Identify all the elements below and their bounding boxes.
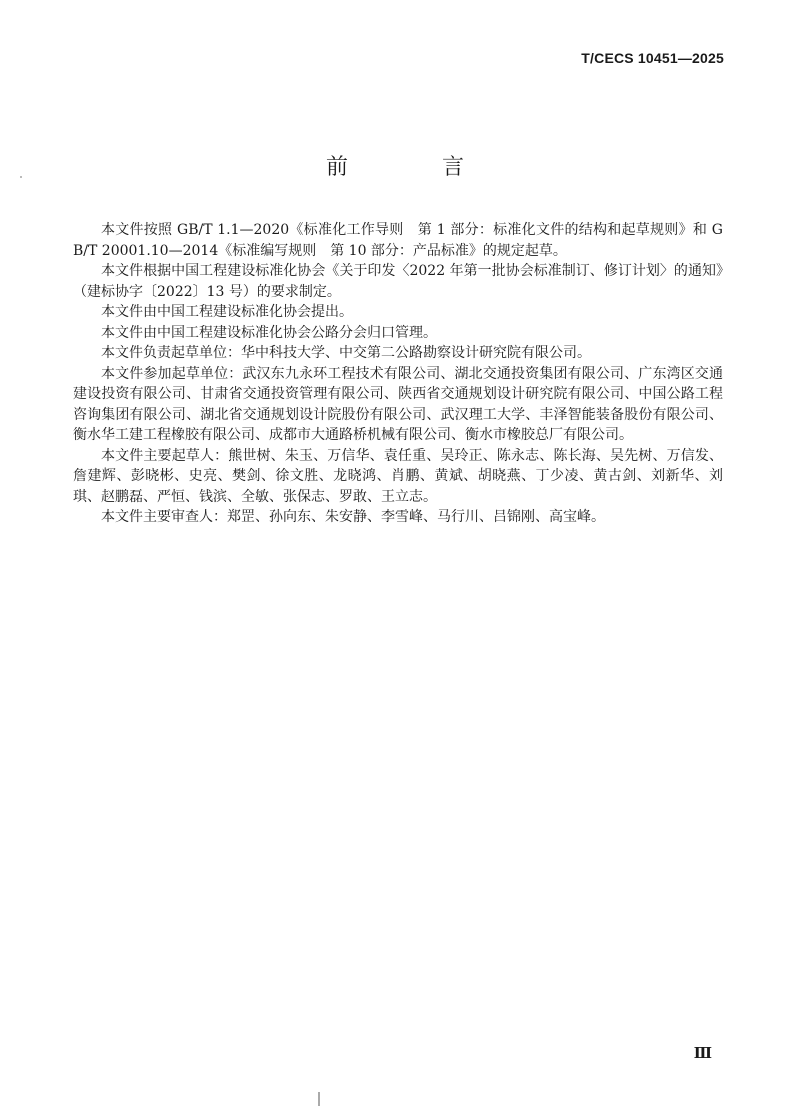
document-code: T/CECS 10451—2025 xyxy=(581,50,724,66)
paragraph-proposer: 本文件由中国工程建设标准化协会提出。 xyxy=(101,304,353,320)
paragraph-participating-drafters: 本文件参加起草单位：武汉东九永环工程技术有限公司、湖北交通投资集团有限公司、广东湾区交通建设投资有限公司、甘肃省交通投资管理有限公司、陕西省交通规划设计研究院有限公司、中国公路工程咨询集团有限公司、湖北省交通规划设计院股份有限公司、武汉理工大学、丰泽智能装备股份有限公司、衡水华工建工程橡胶有限公司、成都市大通路桥机械有限公司、衡水市橡胶总厂有限公司。 xyxy=(73,365,723,443)
paragraph-main-reviewers: 本文件主要审查人：郑罡、孙向东、朱安静、李雪峰、马行川、吕锦刚、高宝峰。 xyxy=(101,509,605,525)
paragraph-management: 本文件由中国工程建设标准化协会公路分会归口管理。 xyxy=(101,324,437,341)
paragraph-lead-drafters: 本文件负责起草单位：华中科技大学、中交第二公路勘察设计研究院有限公司。 xyxy=(101,345,591,361)
foreword-body xyxy=(73,220,723,528)
page-number: Ⅲ xyxy=(693,1044,712,1062)
scan-mark-left xyxy=(20,176,22,178)
paragraph-main-drafters: 本文件主要起草人：熊世树、朱玉、万信华、袁任重、吴玲正、陈永志、陈长海、吴先树、万信发、詹建辉、彭晓彬、史亮、樊剑、徐文胜、龙晓鸿、肖鹏、黄斌、胡晓燕、丁少凌、黄古剑、刘新华、刘琪、赵鹏磊、严恒、钱滨、全敏、张保志、罗敢、王立志。 xyxy=(73,447,723,505)
paragraph-drafting-rules: 本文件按照 GB/T 1.1—2020《标准化工作导则 第 1 部分：标准化文件的结构和起草规则》和 GB/T 20001.10—2014《标准编写规则 第 10 部分：产品标准》的规定起草。 xyxy=(73,222,723,259)
scan-mark-bottom xyxy=(318,1092,320,1106)
page-title: 前 言 xyxy=(325,155,500,180)
paragraph-basis: 本文件根据中国工程建设标准化协会《关于印发〈2022 年第一批协会标准制订、修订计划〉的通知》（建标协字〔2022〕13 号）的要求制定。 xyxy=(73,263,723,300)
